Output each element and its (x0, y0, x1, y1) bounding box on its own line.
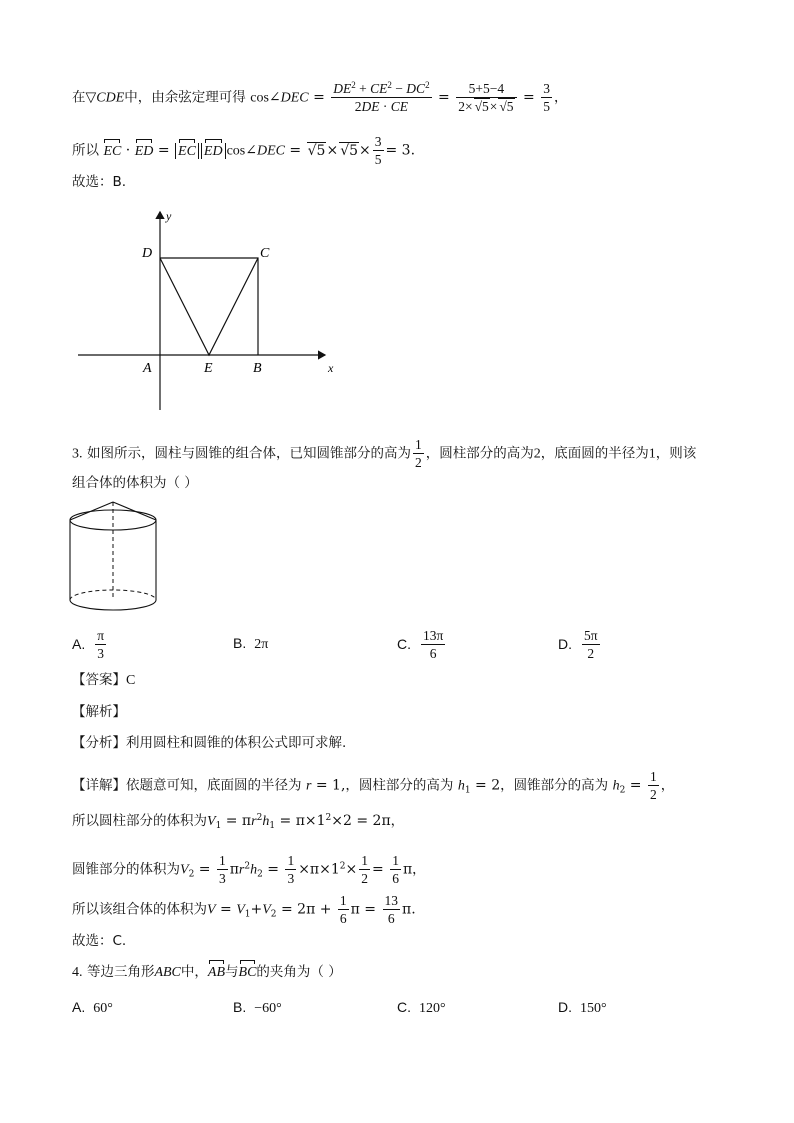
text-fragment: 中，由余弦定理可得 (124, 89, 246, 106)
option-a[interactable]: A. $\frac{\pi}{3}$ (72, 628, 105, 661)
triangle-symbol: ▽ (85, 90, 97, 106)
answer-choice-c: 故选：C. (72, 933, 127, 949)
question-3-line-1: 3. 如图所示，圆柱与圆锥的组合体，已知圆锥部分的高为 $\frac{1}{2}$ ，圆柱部分的高为2，底面圆的半径为1，则该 (72, 437, 697, 470)
fraction-three-fifths: $\frac{3}{5}$ (543, 81, 550, 114)
fenxi-line: 【分析】利用圆柱和圆锥的体积公式即可求解. (72, 735, 347, 751)
cosine-law-line: 在▽CDE中，由余弦定理可得 cos∠DEC = $\frac{DE^2 + CE^2 - DC^2}{2DE \cdot CE}$ = $\frac{5+5-4}{2\times √5\times √5}$ = $\frac{3}{5}$ ， (72, 80, 568, 114)
text-fragment: 在 (72, 89, 86, 106)
triangle-name: CDE (96, 90, 125, 106)
fraction-cos-value: $\frac{5+5-4}{2\times √5\times √5}$ (456, 80, 516, 115)
cone-edge-left (70, 502, 113, 520)
cone-volume-line: 圆锥部分的体积为$V_2$ = $\frac{1}{3}$ $\pi r^2h_2$ = $\frac{1}{3}$ $\times\pi\times 1^2\times$ $\frac{1}{2}$ = $\frac{1}{6}$ π， (72, 853, 426, 886)
coordinate-figure (60, 200, 350, 420)
label-d: D (142, 246, 153, 261)
answer-line: 【答案】C (72, 672, 136, 688)
question-3-line-2: 组合体的体积为（ ） (72, 475, 198, 491)
triangle-dec (160, 258, 258, 355)
option-c[interactable]: C. $\frac{13\pi}{6}$ (397, 628, 444, 661)
label-x: x (328, 361, 334, 375)
rectangle-edge (160, 258, 258, 355)
option-d[interactable]: D. $\frac{5\pi}{2}$ (558, 628, 598, 661)
option-b[interactable]: B. 2π (233, 635, 269, 652)
fraction-one-half: $\frac{1}{2}$ (414, 437, 422, 470)
q4-option-b[interactable]: B. −60° (233, 999, 282, 1016)
label-a: A (143, 361, 152, 376)
cone-edge-right (113, 502, 156, 520)
answer-choice-b: 故选：B. (72, 174, 127, 190)
label-y: y (166, 209, 172, 223)
text-fragment: 所以 (72, 142, 99, 159)
cylinder-volume-line: 所以圆柱部分的体积为$V_1 = \pi r^2h_1 = \pi\times 1^2\times 2 = 2\pi$， (72, 813, 405, 831)
analysis-heading: 【解析】 (72, 704, 126, 720)
bottom-front-arc (70, 600, 156, 610)
label-b: B (253, 361, 262, 376)
fraction-three-fifths: $\frac{3}{5}$ (374, 134, 382, 167)
xiangjie-line: 【详解】依题意可知，底面圆的半径为 r = 1,，圆柱部分的高为 $h_1 = 2$，圆锥部分的高为 $h_2$ = $\frac{1}{2}$ ， (72, 769, 675, 802)
q4-option-d[interactable]: D. 150° (558, 999, 607, 1016)
fraction-cos-formula: $\frac{DE^2 + CE^2 - DC^2}{2DE \cdot CE}$ (333, 80, 430, 114)
dot-product-line: 所以 EC · ED = EC ED cos∠DEC = √5× √5× $\frac{3}{5}$ = 3. (72, 134, 416, 167)
cylinder-cone-figure (68, 500, 168, 618)
q4-option-a[interactable]: A. 60° (72, 999, 113, 1016)
q4-option-c[interactable]: C. 120° (397, 999, 446, 1016)
question-4-line: 4. 等边三角形ABC中，AB与BC的夹角为（ ） (72, 962, 342, 983)
label-e: E (204, 361, 213, 376)
total-volume-line: 所以该组合体的体积为$V = V_1+V_2 = 2\pi$ + $\frac{1}{6}$ π = $\frac{13}{6}$ π. (72, 893, 416, 926)
label-c: C (260, 246, 270, 261)
